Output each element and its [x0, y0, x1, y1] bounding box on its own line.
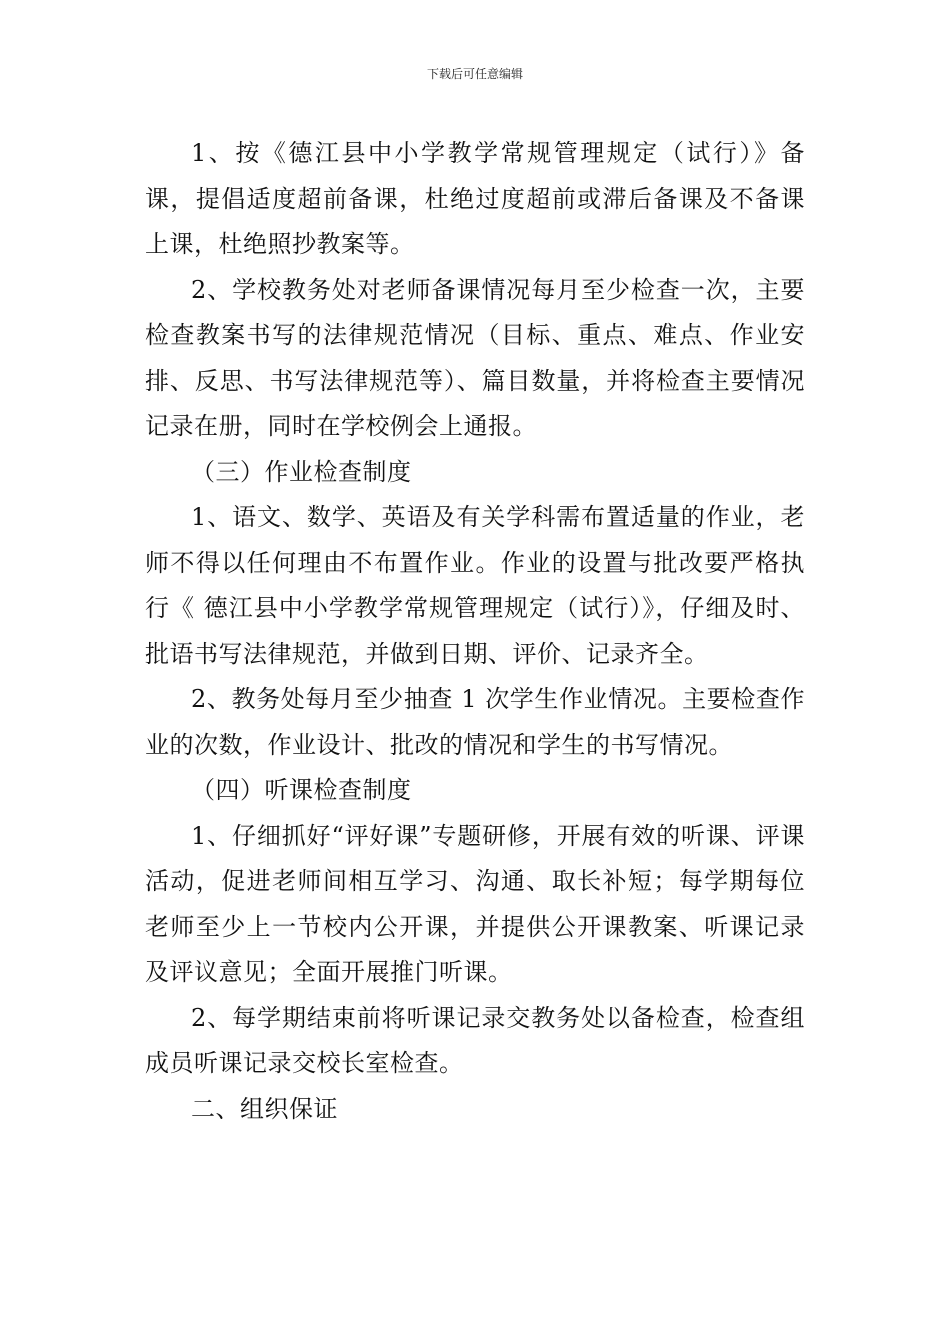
paragraph-lesson-prep-check: 2、学校教务处对老师备课情况每月至少检查一次，主要检查教案书写的法律规范情况（目标、重点、难点、作业安排、反思、书写法律规范等）、篇目数量，并将检查主要情况记录在册，同时在学校例会上通报。: [145, 275, 805, 440]
paragraph-homework-check: 2、教务处每月至少抽查 1 次学生作业情况。主要检查作业的次数，作业设计、批改的情况和学生的书写情况。: [145, 685, 805, 759]
section-heading-organization: 二、组织保证: [191, 1094, 338, 1123]
section-heading-homework: （三）作业检查制度: [191, 457, 412, 486]
page-header: 下载后可任意编辑: [426, 67, 523, 81]
paragraph-observation-check: 2、每学期结束前将听课记录交教务处以备检查，检查组成员听课记录交校长室检查。: [145, 1003, 805, 1077]
paragraph-observation-rule: 1、仔细抓好“评好课”专题研修，开展有效的听课、评课活动，促进老师间相互学习、沟通、取长补短；每学期每位老师至少上一节校内公开课，并提供公开课教案、听课记录及评议意见；全面开展推门听课。: [145, 821, 805, 986]
section-heading-observation: （四）听课检查制度: [191, 776, 412, 804]
paragraph-lesson-prep-rule: 1、按《德江县中小学教学常规管理规定（试行）》备课，提倡适度超前备课，杜绝过度超前或滞后备课及不备课上课，杜绝照抄教案等。: [145, 139, 805, 258]
paragraph-homework-rule: 1、语文、数学、英语及有关学科需布置适量的作业，老师不得以任何理由不布置作业。作业的设置与批改要严格执行《 德江县中小学教学常规管理规定（试行）》，仔细及时、批语书写法律规范，并做到日期、评价、记录齐全。: [145, 503, 805, 668]
document-body: [145, 131, 805, 1132]
